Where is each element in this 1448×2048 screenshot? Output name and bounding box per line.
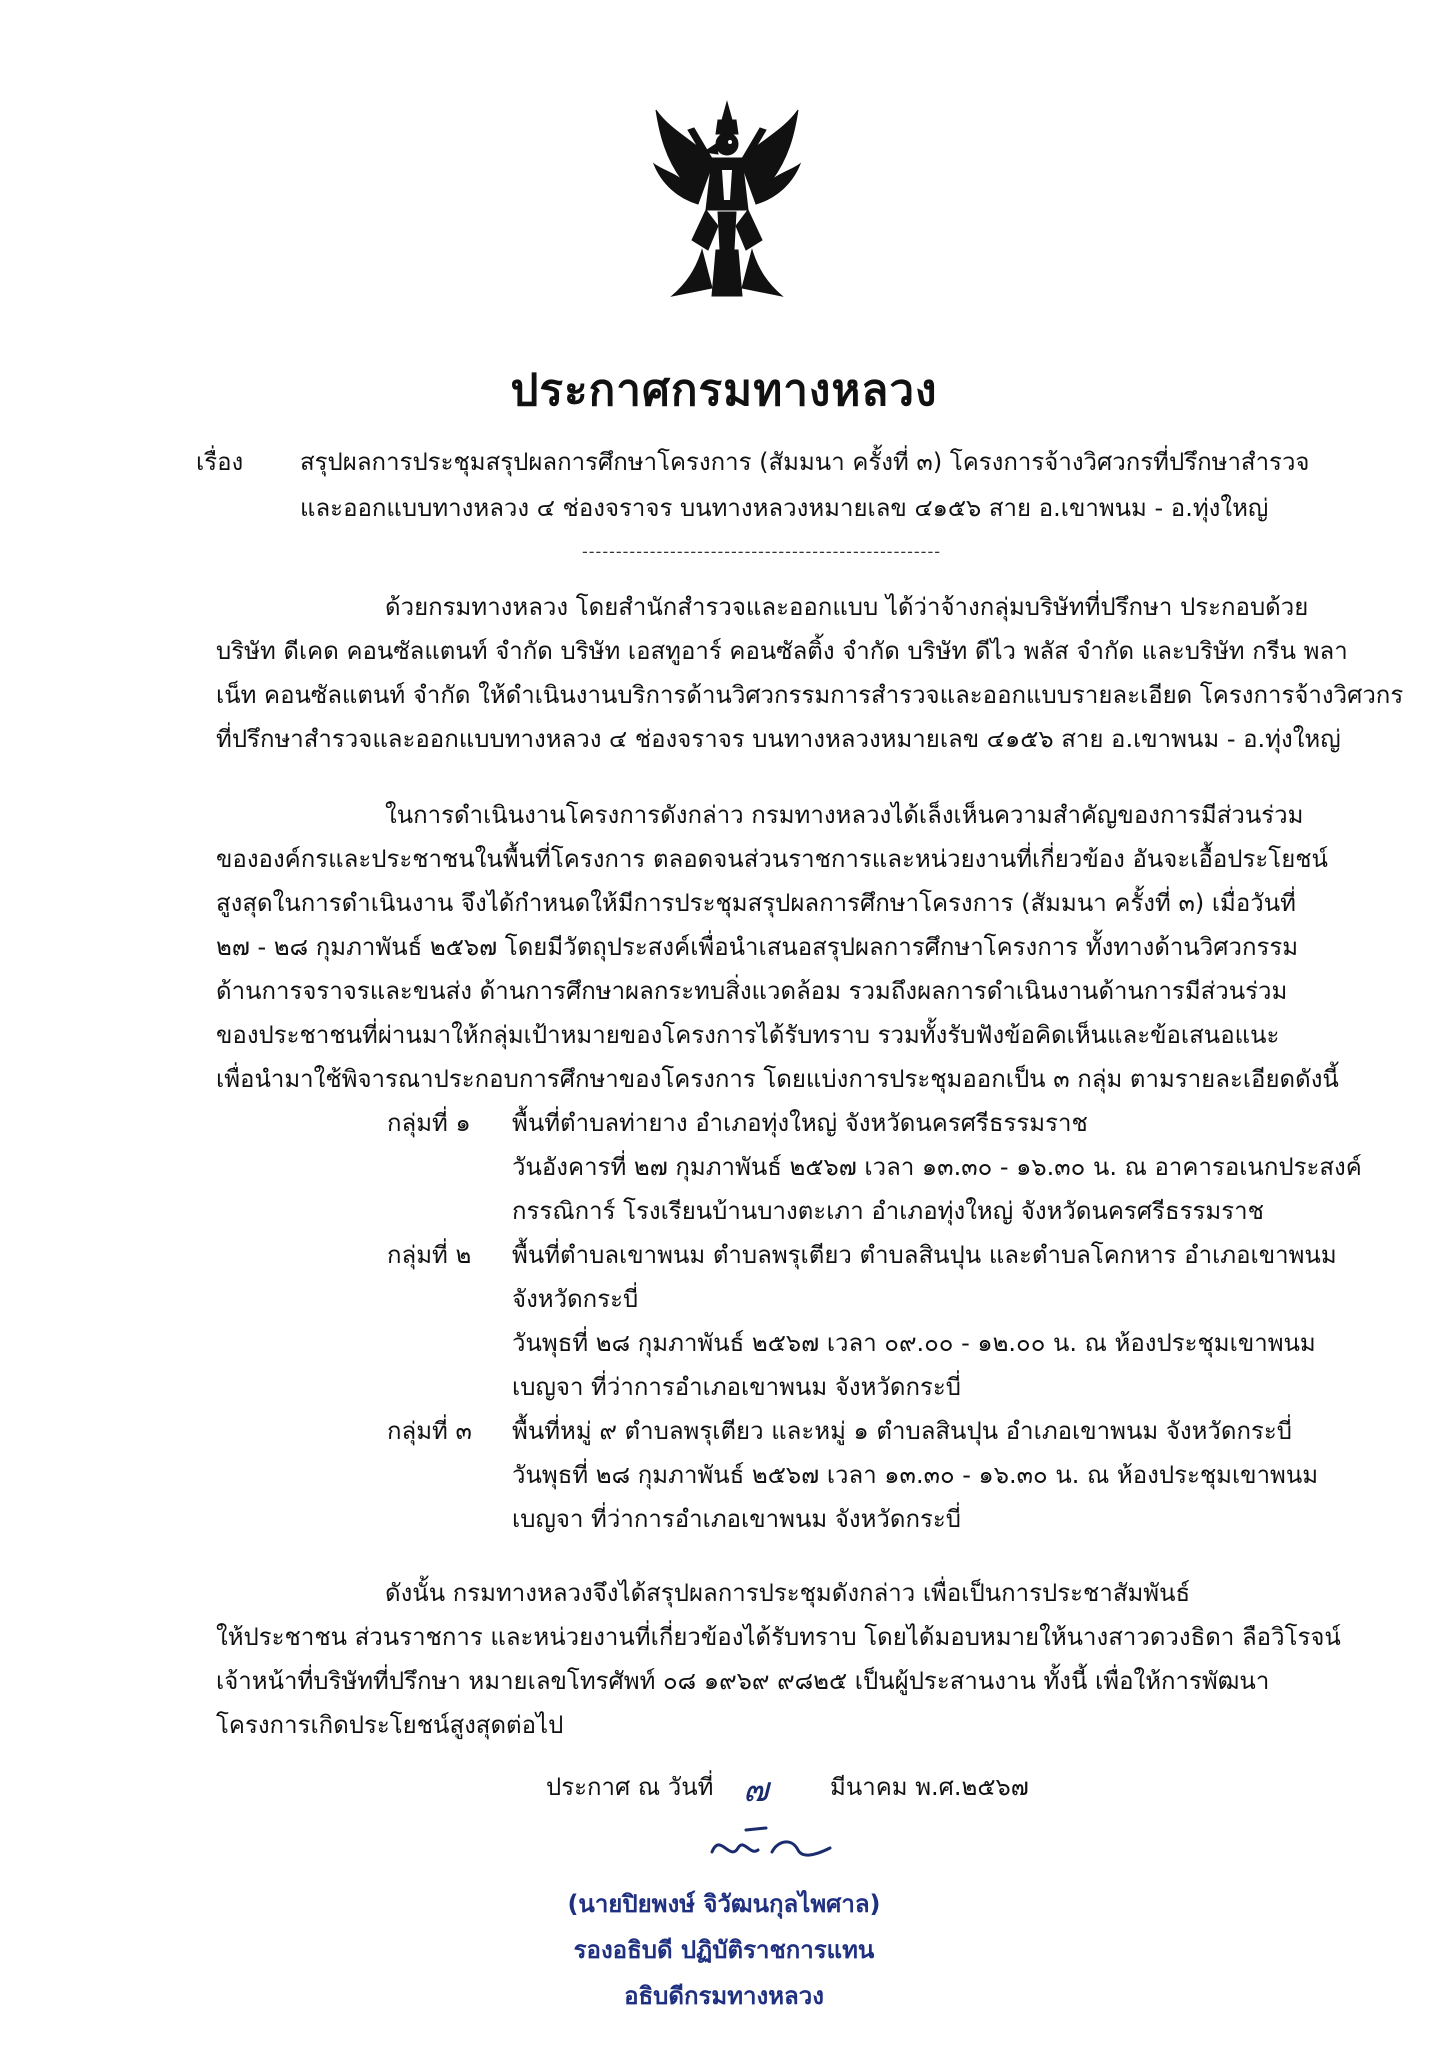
para2-line: เพื่อนำมาใช้พิจารณาประกอบการศึกษาของโครงการ โดยแบ่งการประชุมออกเป็น ๓ กลุ่ม ตามรายละเอียดดังนี้: [216, 1065, 1339, 1093]
group-1-line: วันอังคารที่ ๒๗ กุมภาพันธ์ ๒๕๖๗ เวลา ๑๓.๓๐ - ๑๖.๓๐ น. ณ อาคารอเนกประสงค์: [512, 1153, 1362, 1181]
subject-label: เรื่อง: [196, 448, 244, 476]
group-1-line: พื้นที่ตำบลท่ายาง อำเภอทุ่งใหญ่ จังหวัดนครศรีธรรมราช: [512, 1109, 1088, 1137]
handwritten-signature-icon: [706, 1822, 836, 1866]
group-2-line: วันพุธที่ ๒๘ กุมภาพันธ์ ๒๕๖๗ เวลา ๐๙.๐๐ - ๑๒.๐๐ น. ณ ห้องประชุมเขาพนม: [512, 1329, 1316, 1357]
para2-line: ขององค์กรและประชาชนในพื้นที่โครงการ ตลอดจนส่วนราชการและหน่วยงานที่เกี่ยวข้อง อันจะเอื้อประโยชน์: [216, 845, 1328, 873]
para1-line: ที่ปรึกษาสำรวจและออกแบบทางหลวง ๔ ช่องจราจร บนทางหลวงหมายเลข ๔๑๕๖ สาย อ.เขาพนม - อ.ทุ่งใหญ่: [216, 725, 1341, 753]
garuda-emblem-icon: [652, 100, 802, 300]
para3-line: ให้ประชาชน ส่วนราชการ และหน่วยงานที่เกี่ยวข้องได้รับทราบ โดยได้มอบหมายให้นางสาวดวงธิดา ลือวิโรจน์: [216, 1623, 1341, 1651]
para3-line: โครงการเกิดประโยชน์สูงสุดต่อไป: [216, 1711, 564, 1739]
subject-line-2: และออกแบบทางหลวง ๔ ช่องจราจร บนทางหลวงหมายเลข ๔๑๕๖ สาย อ.เขาพนม - อ.ทุ่งใหญ่: [300, 494, 1269, 522]
para1-line: บริษัท ดีเคด คอนซัลแตนท์ จำกัด บริษัท เอสทูอาร์ คอนซัลติ้ง จำกัด บริษัท ดีไว พลัส จำกัด และบริษัท กรีน พลา: [216, 637, 1348, 665]
group-3-label: กลุ่มที่ ๓: [387, 1417, 472, 1445]
group-2-line: จังหวัดกระบี่: [512, 1285, 639, 1313]
para3-line: เจ้าหน้าที่บริษัทที่ปรึกษา หมายเลขโทรศัพท์ ๐๘ ๑๙๖๙ ๙๘๒๕ เป็นผู้ประสานงาน ทั้งนี้ เพื่อให้การพัฒนา: [216, 1667, 1270, 1695]
para2-line: สูงสุดในการดำเนินงาน จึงได้กำหนดให้มีการประชุมสรุปผลการศึกษาโครงการ (สัมมนา ครั้งที่ ๓) เมื่อวันที่: [216, 889, 1296, 917]
para2-line: ในการดำเนินงานโครงการดังกล่าว กรมทางหลวงได้เล็งเห็นความสำคัญของการมีส่วนร่วม: [385, 801, 1304, 829]
group-3-line: เบญจา ที่ว่าการอำเภอเขาพนม จังหวัดกระบี่: [512, 1505, 962, 1533]
para1-line: ด้วยกรมทางหลวง โดยสำนักสำรวจและออกแบบ ได้ว่าจ้างกลุ่มบริษัทที่ปรึกษา ประกอบด้วย: [385, 593, 1309, 621]
para2-line: ด้านการจราจรและขนส่ง ด้านการศึกษาผลกระทบสิ่งแวดล้อม รวมถึงผลการดำเนินงานด้านการมีส่วนร่วม: [216, 977, 1288, 1005]
sign-date-handwritten: ๗: [743, 1770, 769, 1810]
group-3-line: วันพุธที่ ๒๘ กุมภาพันธ์ ๒๕๖๗ เวลา ๑๓.๓๐ - ๑๖.๓๐ น. ณ ห้องประชุมเขาพนม: [512, 1461, 1319, 1489]
signer-name: (นายปิยพงษ์ จิวัฒนกุลไพศาล): [567, 1890, 881, 1918]
para1-line: เน็ท คอนซัลแตนท์ จำกัด ให้ดำเนินงานบริการด้านวิศวกรรมการสำรวจและออกแบบรายละเอียด โครงการจ้างวิศวกร: [216, 681, 1404, 709]
para2-line: ของประชาชนที่ผ่านมาให้กลุ่มเป้าหมายของโครงการได้รับทราบ รวมทั้งรับฟังข้อคิดเห็นและข้อเสนอแนะ: [216, 1021, 1280, 1049]
signer-position-1: รองอธิบดี ปฏิบัติราชการแทน: [573, 1936, 875, 1964]
group-2-line: พื้นที่ตำบลเขาพนม ตำบลพรุเตียว ตำบลสินปุน และตำบลโคกหาร อำเภอเขาพนม: [512, 1241, 1337, 1269]
para3-line: ดังนั้น กรมทางหลวงจึงได้สรุปผลการประชุมดังกล่าว เพื่อเป็นการประชาสัมพันธ์: [385, 1579, 1191, 1607]
sign-date-prefix: ประกาศ ณ วันที่: [546, 1773, 714, 1801]
sign-date-suffix: มีนาคม พ.ศ.๒๕๖๗: [830, 1773, 1029, 1801]
group-2-label: กลุ่มที่ ๒: [387, 1241, 472, 1269]
signer-position-2: อธิบดีกรมทางหลวง: [624, 1982, 824, 2010]
group-3-line: พื้นที่หมู่ ๙ ตำบลพรุเตียว และหมู่ ๑ ตำบลสินปุน อำเภอเขาพนม จังหวัดกระบี่: [512, 1417, 1293, 1445]
group-1-label: กลุ่มที่ ๑: [387, 1109, 471, 1137]
divider-line: -----------------------------------------------------: [582, 542, 941, 561]
page-title: ประกาศกรมทางหลวง: [510, 365, 938, 416]
para2-line: ๒๗ - ๒๘ กุมภาพันธ์ ๒๕๖๗ โดยมีวัตถุประสงค์เพื่อนำเสนอสรุปผลการศึกษาโครงการ ทั้งทางด้านวิศวกรรม: [216, 933, 1299, 961]
group-2-line: เบญจา ที่ว่าการอำเภอเขาพนม จังหวัดกระบี่: [512, 1373, 962, 1401]
group-1-line: กรรณิการ์ โรงเรียนบ้านบางตะเภา อำเภอทุ่งใหญ่ จังหวัดนครศรีธรรมราช: [512, 1197, 1264, 1225]
subject-line-1: สรุปผลการประชุมสรุปผลการศึกษาโครงการ (สัมมนา ครั้งที่ ๓) โครงการจ้างวิศวกรที่ปรึกษาสำรวจ: [300, 448, 1310, 476]
